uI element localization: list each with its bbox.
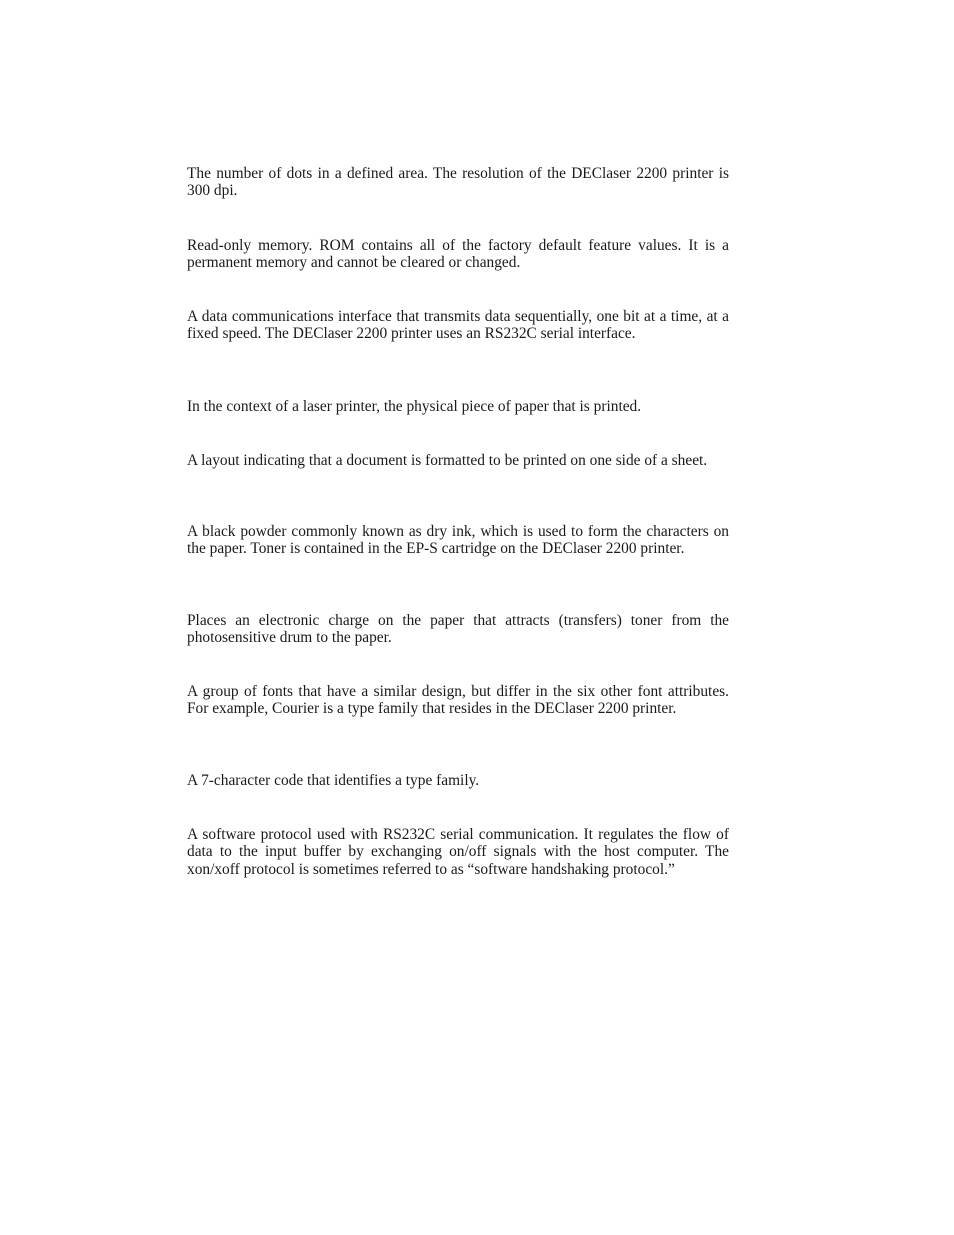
definition-xon-xoff: A software protocol used with RS232C serial communication. It regulates the flow of data to the input buffer by exchanging on/off signals with the host computer. The xon/xoff protocol is sometimes referred to as “software handshaking protocol.” [187, 826, 729, 878]
definition-toner: A black powder commonly known as dry ink, which is used to form the characters on the paper. Toner is contained in the EP-S cartridge on the DEClaser 2200 printer. [187, 523, 729, 558]
definition-simplex: A layout indicating that a document is formatted to be printed on one side of a sheet. [187, 452, 708, 469]
definition-type-family-code: A 7-character code that identifies a type family. [187, 772, 480, 789]
definition-type-family: A group of fonts that have a similar design, but differ in the six other font attributes. For example, Courier is a type family that resides in the DEClaser 2200 printer. [187, 683, 729, 718]
definition-sheet: In the context of a laser printer, the physical piece of paper that is printed. [187, 398, 642, 415]
definition-transfer-corona: Places an electronic charge on the paper that attracts (transfers) toner from the photosensitive drum to the paper. [187, 612, 729, 647]
definition-resolution: The number of dots in a defined area. The resolution of the DEClaser 2200 printer is 300 dpi. [187, 165, 729, 200]
definition-serial-interface: A data communications interface that transmits data sequentially, one bit at a time, at a fixed speed. The DEClaser 2200 printer uses an RS232C serial interface. [187, 308, 729, 343]
definition-rom: Read-only memory. ROM contains all of the factory default feature values. It is a permanent memory and cannot be cleared or changed. [187, 237, 729, 272]
